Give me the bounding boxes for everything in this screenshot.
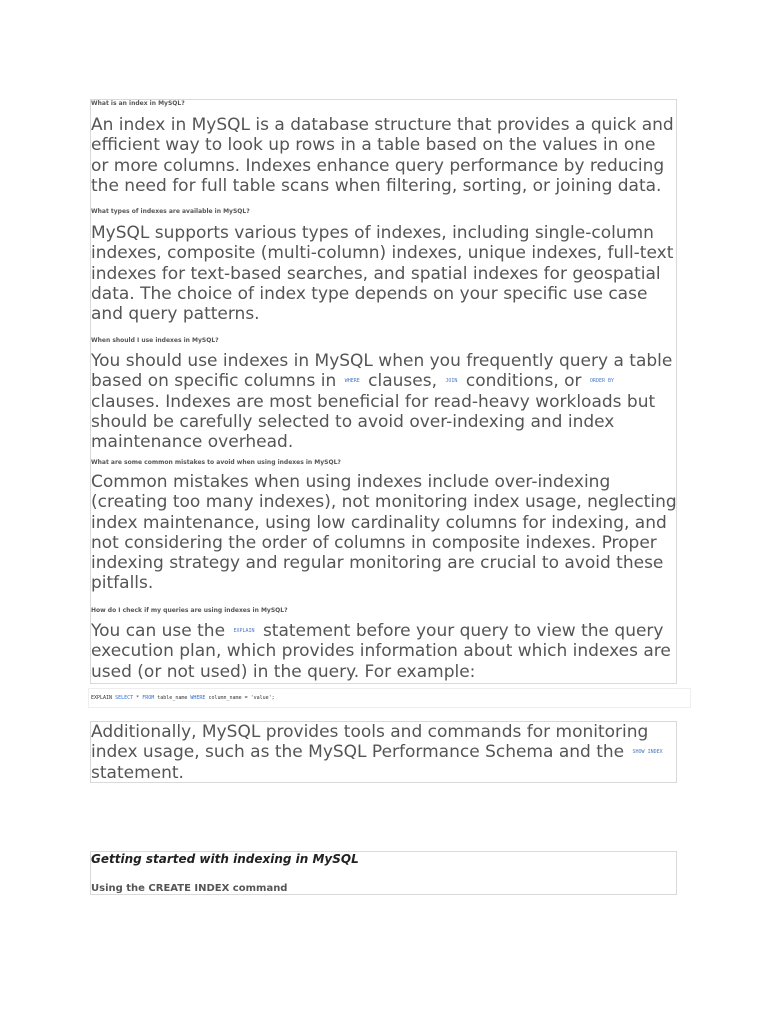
code-token: column_name = 'value'; (208, 695, 275, 701)
faq-answer: MySQL supports various types of indexes, including single-column indexes, composite (multi-column) indexes, unique indexes, full-text indexes for text-based searches, and spatial indexes for geospatial data. The choice of index type depends on your specific use case and query patterns. (91, 223, 674, 325)
code-token: * (136, 695, 140, 701)
getting-started-section (90, 851, 677, 895)
faq-answer: An index in MySQL is a database structure that provides a quick and efficient way to look up rows in a table based on the values in one or more columns. Indexes enhance query performance by reducing the need for full table scans when filtering, sorting, or joining data. (91, 115, 674, 196)
code-keyword: FROM (142, 695, 155, 701)
inline-code: SHOW INDEX (632, 749, 663, 756)
additional-text-part: statement. (91, 762, 184, 783)
section-subtitle: Using the CREATE INDEX command (91, 883, 288, 894)
faq-answer-text: clauses, (368, 371, 437, 392)
section-title: Getting started with indexing in MySQL (91, 852, 359, 866)
faq-answer-text: statement before your query to view the query execution plan, which provides information about which indexes are used (or not used) in the query. For example: (91, 621, 671, 682)
faq-question: What is an index in MySQL? (91, 100, 185, 107)
faq-section (90, 99, 677, 684)
faq-answer: Common mistakes when using indexes include over-indexing (creating too many indexes), not monitoring index usage, neglecting index maintenance, using low cardinality columns for indexing, and not considering the order of columns in composite indexes. Proper indexing strategy and regular monitoring are crucial to avoid these pitfalls. (91, 472, 677, 594)
additional-section (90, 721, 677, 783)
faq-question: What types of indexes are available in MySQL? (91, 208, 250, 215)
inline-code: ORDER BY (589, 378, 615, 385)
faq-answer-text: conditions, or (465, 371, 582, 392)
code-keyword: SELECT (115, 695, 134, 701)
code-keyword: WHERE (190, 695, 206, 701)
inline-code: JOIN (445, 378, 458, 385)
faq-answer-text: You can use the (91, 621, 226, 642)
faq-question: What are some common mistakes to avoid when using indexes in MySQL? (91, 459, 341, 466)
inline-code: EXPLAIN (233, 628, 255, 634)
code-block (88, 688, 691, 708)
faq-answer-text: You should use indexes in MySQL when you frequently query a table based on specific columns in (91, 351, 673, 392)
faq-answer (91, 351, 678, 453)
faq-answer-text: clauses. Indexes are most beneficial for read-heavy workloads but should be carefully selected to avoid over-indexing and index maintenance overhead. (91, 391, 656, 453)
inline-code: WHERE (344, 378, 360, 385)
faq-answer (91, 621, 678, 682)
faq-question: How do I check if my queries are using indexes in MySQL? (91, 607, 288, 614)
additional-text (91, 722, 676, 783)
additional-text-part: Additionally, MySQL provides tools and commands for monitoring index usage, such as the MySQL Performance Schema and the (91, 722, 649, 763)
faq-question: When should I use indexes in MySQL? (91, 337, 219, 344)
code-token: table_name (157, 695, 188, 701)
code-token: EXPLAIN (91, 695, 113, 701)
